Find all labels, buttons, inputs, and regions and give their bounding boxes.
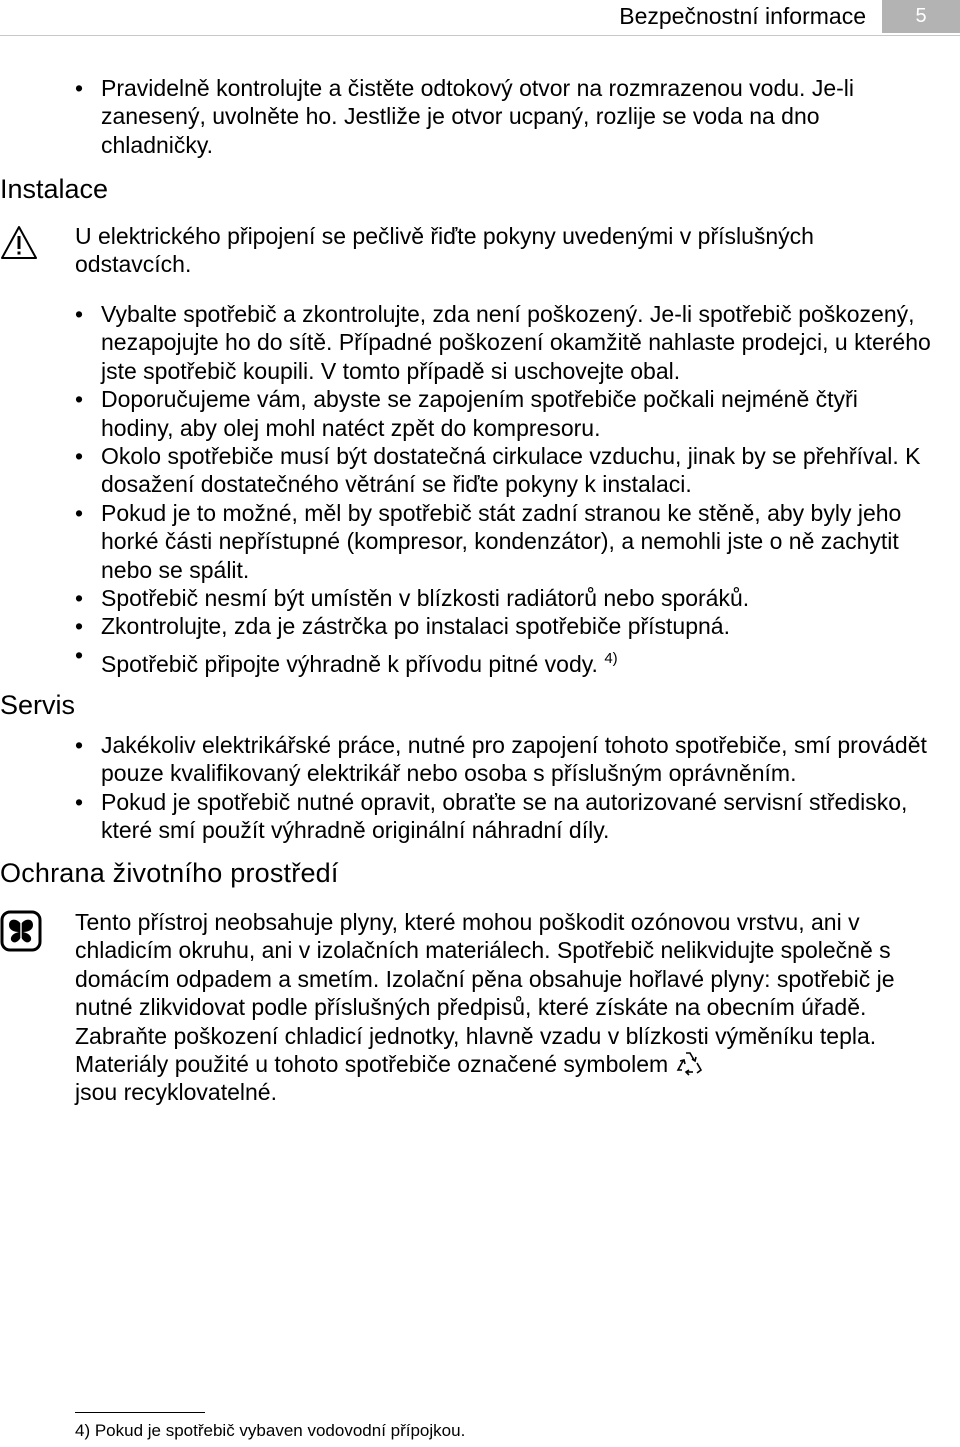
section-heading-environment: Ochrana životního prostředí (0, 858, 339, 888)
list-item (75, 641, 935, 678)
list-item: • Doporučujeme vám, abyste se zapojením spotřebiče počkali nejméně čtyři hodiny, aby olej mohl natéct zpět do kompresoru. (75, 385, 935, 442)
recycle-icon (675, 1050, 705, 1076)
list-item: • Okolo spotřebiče musí být dostatečná cirkulace vzduchu, jinak by se přehříval. K dosažení dostatečného větrání se řiďte pokyny k instalaci. (75, 442, 935, 499)
list-item: • Zkontrolujte, zda je zástrčka po instalaci spotřebiče přístupná. (75, 612, 935, 640)
warning-text: U elektrického připojení se pečlivě řiďte pokyny uvedenými v příslušných odstavcích. (75, 223, 814, 278)
header-title: Bezpečnostní informace (619, 3, 866, 29)
instalace-bullet-list (75, 300, 935, 678)
section-heading-servis: Servis (0, 690, 76, 720)
list-item: • Spotřebič nesmí být umístěn v blízkosti radiátorů nebo sporáků. (75, 584, 935, 612)
list-item: • Pokud je spotřebič nutné opravit, obraťte se na autorizované servisní středisko, které smí použít výhradně originální náhradní díly. (75, 788, 935, 845)
environment-text: Tento přístroj neobsahuje plyny, které mohou poškodit ozónovou vrstvu, ani v chladicím okruhu, ani v izolačních materiálech. Spotřebič nelikvidujte společně s domácím odpadem a smetím. Izolační pěna obsahuje hořlavé plyny: spotřebič je nutné zlikvidovat podle příslušných předpisů, které získáte na obecním úřadě. Zabraňte poškození chladicí jednotky, hlavně vzadu v blízkosti výměníku tepla. Materiály použité u tohoto spotřebiče označené symbolem (75, 909, 895, 1078)
warning-triangle-icon (0, 225, 38, 261)
environment-paragraph (75, 908, 935, 1107)
list-item: • Vybalte spotřebič a zkontrolujte, zda není poškozený. Je-li spotřebič poškozený, nezapojujte ho do sítě. Případné poškození okamžitě nahlaste prodejci, u kterého jste spotřebič koupili. V tomto případě si uschovejte obal. (75, 300, 935, 385)
page-number: 5 (882, 0, 960, 33)
servis-bullet-list (75, 731, 935, 845)
list-item: • Pravidelně kontrolujte a čistěte odtokový otvor na rozmrazenou vodu. Je-li zanesený, uvolněte ho. Jestliže je otvor ucpaný, rozlije se voda na dno chladničky. (75, 74, 935, 159)
section-heading-instalace: Instalace (0, 174, 109, 204)
intro-bullet-list (75, 74, 935, 159)
header-divider (0, 35, 960, 36)
environment-butterfly-icon (0, 910, 42, 952)
list-item: • Pokud je to možné, měl by spotřebič stát zadní stranou ke stěně, aby byly jeho horké části nepřístupné (kompresor, kondenzátor), a nemohli jste o ně zachytit nebo se spálit. (75, 499, 935, 584)
environment-text-end: jsou recyklovatelné. (75, 1079, 277, 1106)
footnote-divider (75, 1412, 205, 1413)
list-item-text: Spotřebič připojte výhradně k přívodu pitné vody. (101, 650, 598, 677)
footnote-reference: 4) (604, 649, 618, 667)
list-item: • Jakékoliv elektrikářské práce, nutné pro zapojení tohoto spotřebiče, smí provádět pouze kvalifikovaný elektrikář nebo osoba s příslušným oprávněním. (75, 731, 935, 788)
footnote: 4) Pokud je spotřebič vybaven vodovodní přípojkou. (75, 1421, 466, 1440)
